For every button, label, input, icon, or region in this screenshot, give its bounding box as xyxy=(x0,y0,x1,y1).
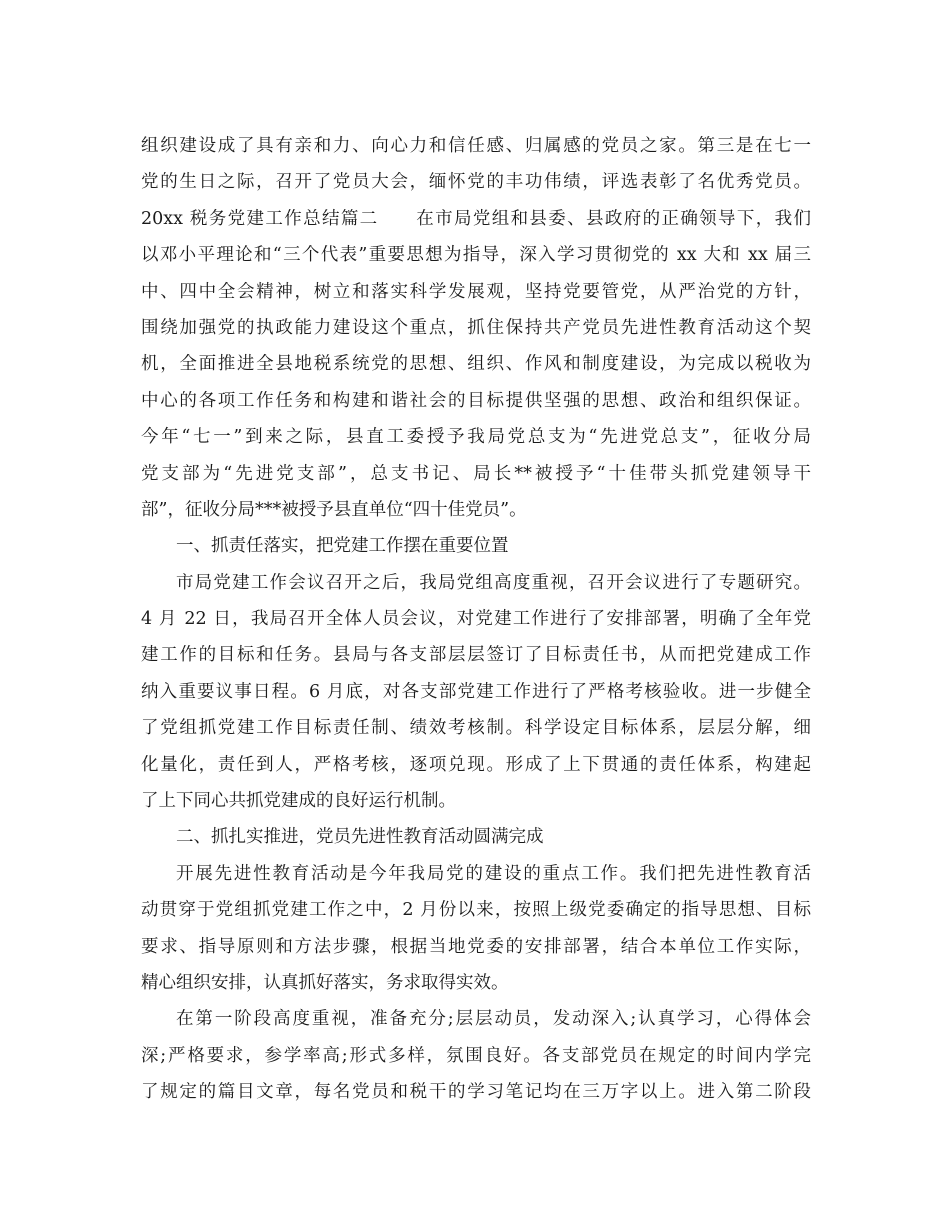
text-line: 以邓小平理论和“三个代表”重要思想为指导，深入学习贯彻党的 xx 大和 xx 届三 xyxy=(141,245,811,266)
text-line: 今年“七一”到来之际，县直工委授予我局党总支为“先进党总支”，征收分局 xyxy=(141,427,811,448)
text-line: 了上下同心共抓党建成的良好运行机制。 xyxy=(141,791,456,812)
section-heading: 一、抓责任落实，把党建工作摆在重要位置 xyxy=(176,536,509,557)
text-line: 要求、指导原则和方法步骤，根据当地党委的安排部署，结合本单位工作实际， xyxy=(141,936,811,957)
text-line: 机，全面推进全县地税系统党的思想、组织、作风和制度建设，为完成以税收为 xyxy=(141,354,811,375)
text-line: 建工作的目标和任务。县局与各支部层层签订了目标责任书，从而把党建成工作 xyxy=(141,645,811,666)
text-line: 围绕加强党的执政能力建设这个重点，抓住保持共产党员先进性教育活动这个契 xyxy=(141,317,811,338)
text-line: 了规定的篇目文章，每名党员和税干的学习笔记均在三万字以上。进入第二阶段 xyxy=(141,1082,811,1103)
text-line: 中心的各项工作任务和构建和谐社会的目标提供坚强的思想、政治和组织保证。 xyxy=(141,390,811,411)
text-line: 部”，征收分局***被授予县直单位“四十佳党员”。 xyxy=(141,499,527,520)
text-line: 4 月 22 日，我局召开全体人员会议，对党建工作进行了安排部署，明确了全年党 xyxy=(141,609,811,630)
section-heading: 二、抓扎实推进，党员先进性教育活动圆满完成 xyxy=(176,827,544,848)
text-line: 党的生日之际，召开了党员大会，缅怀党的丰功伟绩，评选表彰了名优秀党员。 xyxy=(141,172,811,193)
text-line: 纳入重要议事日程。6 月底，对各支部党建工作进行了严格考核验收。进一步健全 xyxy=(141,681,811,702)
text-line: 组织建设成了具有亲和力、向心力和信任感、归属感的党员之家。第三是在七一 xyxy=(141,136,811,156)
text-line: 化量化，责任到人，严格考核，逐项兑现。形成了上下贯通的责任体系，构建起 xyxy=(141,754,811,775)
text-line: 开展先进性教育活动是今年我局党的建设的重点工作。我们把先进性教育活 xyxy=(176,863,811,884)
text-line: 党支部为“先进党支部”，总支书记、局长**被授予“十佳带头抓党建领导干 xyxy=(141,463,811,484)
text-line: 深;严格要求，参学率高;形式多样，氛围良好。各支部党员在规定的时间内学完 xyxy=(141,1045,811,1066)
text-line: 在第一阶段高度重视，准备充分;层层动员，发动深入;认真学习，心得体会 xyxy=(176,1009,811,1030)
text-line: 市局党建工作会议召开之后，我局党组高度重视，召开会议进行了专题研究。 xyxy=(176,572,811,593)
text-line: 了党组抓党建工作目标责任制、绩效考核制。科学设定目标体系，层层分解，细 xyxy=(141,718,811,739)
text-line: 动贯穿于党组抓党建工作之中，2 月份以来，按照上级党委确定的指导思想、目标 xyxy=(141,900,811,921)
text-line: 精心组织安排，认真抓好落实，务求取得实效。 xyxy=(141,972,509,993)
document-body xyxy=(141,128,811,1111)
text-line: 20xx 税务党建工作总结篇二 在市局党组和县委、县政府的正确领导下，我们 xyxy=(141,208,811,229)
text-line: 中、四中全会精神，树立和落实科学发展观，坚持党要管党，从严治党的方针， xyxy=(141,281,811,302)
